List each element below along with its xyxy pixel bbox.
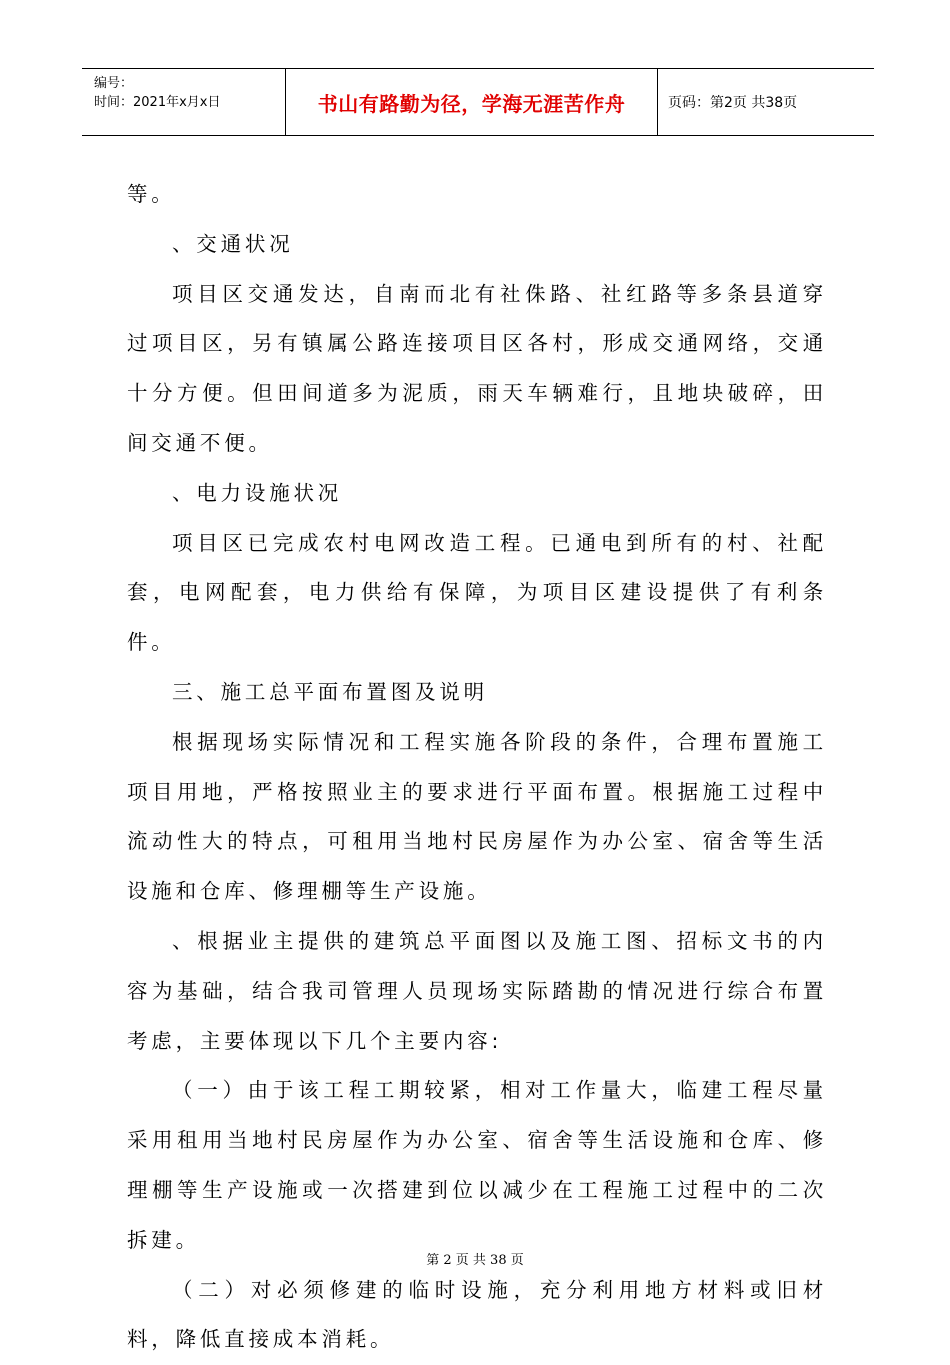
paragraph: （二）对必须修建的临时设施，充分利用地方材料或旧材料，降低直接成本消耗。 — [127, 1277, 827, 1352]
paragraph: 项目区已完成农村电网改造工程。已通电到所有的村、社配套，电网配套，电力供给有保障，为项目区建设提供了有利条件。 — [127, 530, 827, 655]
time-label: 时间：2021年x月x日 — [94, 95, 221, 110]
header-divider — [657, 69, 658, 135]
header-meta — [94, 74, 220, 112]
section-heading: 三、施工总平面布置图及说明 — [172, 679, 488, 704]
number-label: 编号： — [94, 76, 134, 91]
page-header — [82, 68, 874, 136]
paragraph: 根据现场实际情况和工程实施各阶段的条件，合理布置施工项目用地，严格按照业主的要求进行平面布置。根据施工过程中流动性大的特点，可租用当地村民房屋作为办公室、宿舍等生活设施和仓库、修理棚等生产设施。 — [127, 729, 827, 904]
paragraph: 项目区交通发达，自南而北有社侏路、社红路等多条县道穿过项目区，另有镇属公路连接项目区各村，形成交通网络，交通十分方便。但田间道多为泥质，雨天车辆难行，且地块破碎，田间交通不便。 — [127, 281, 827, 455]
paragraph: 、根据业主提供的建筑总平面图以及施工图、招标文书的内容为基础，结合我司管理人员现场实际踏勘的情况进行综合布置考虑，主要体现以下几个主要内容: — [127, 928, 827, 1053]
paragraph: （一）由于该工程工期较紧，相对工作量大，临建工程尽量采用租用当地村民房屋作为办公室、宿舍等生活设施和仓库、修理棚等生产设施或一次搭建到位以减少在工程施工过程中的二次拆建。 — [127, 1078, 827, 1252]
document-body — [127, 170, 827, 1365]
header-page-info: 页码：第2页 共38页 — [668, 95, 798, 111]
section-heading: 、交通状况 — [172, 231, 294, 256]
header-motto: 书山有路勤为径，学海无涯苦作舟 — [317, 91, 626, 116]
section-heading: 、电力设施状况 — [172, 480, 343, 505]
page-footer: 第 2 页 共 38 页 — [426, 1253, 524, 1268]
paragraph: 等。 — [127, 182, 176, 206]
